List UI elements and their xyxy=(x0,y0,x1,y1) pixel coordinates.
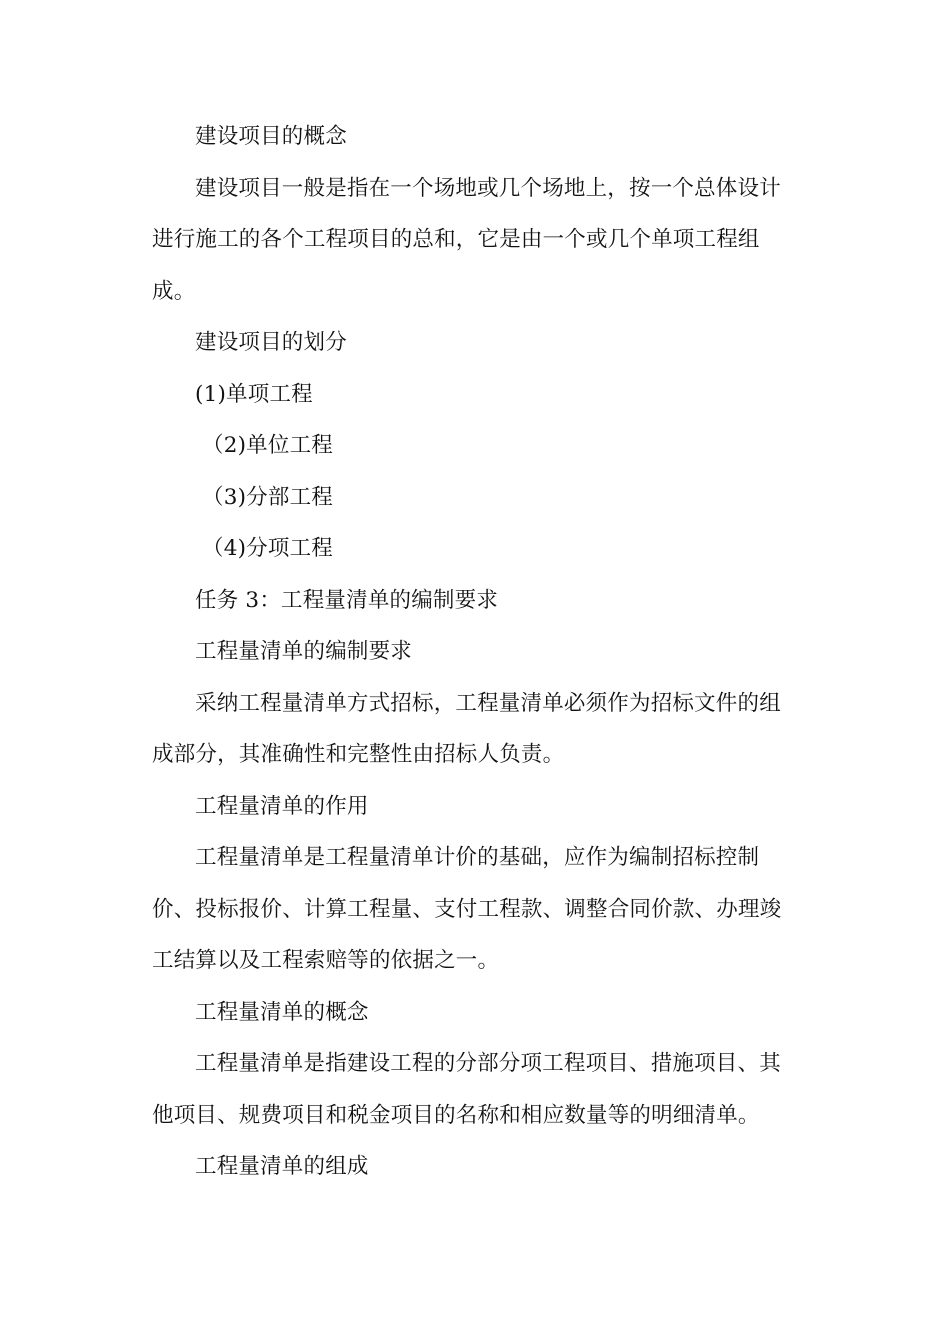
section-heading: 工程量清单的作用 xyxy=(195,793,369,819)
section-heading: 建设项目的概念 xyxy=(195,124,347,149)
section-heading: 建设项目的划分 xyxy=(195,330,347,355)
body-paragraph: 工程量清单是工程量清单计价的基础，应作为编制招标控制价、投标报价、计算工程量、支付工程款、调整合同价款、办理竣工结算以及工程索赔等的依据之一。 xyxy=(152,845,782,973)
list-item: （3)分部工程 xyxy=(202,484,333,510)
section-heading: 工程量清单的组成 xyxy=(195,1154,369,1179)
list-item: （4)分项工程 xyxy=(202,536,333,561)
body-paragraph: 工程量清单是指建设工程的分部分项工程项目、措施项目、其他项目、规费项目和税金项目的名称和相应数量等的明细清单。 xyxy=(152,1051,781,1128)
list-item: （2)单位工程 xyxy=(202,433,333,458)
list-item: (1)单项工程 xyxy=(195,381,313,407)
body-paragraph: 采纳工程量清单方式招标，工程量清单必须作为招标文件的组成部分，其准确性和完整性由招标人负责。 xyxy=(152,690,781,767)
body-paragraph: 建设项目一般是指在一个场地或几个场地上，按一个总体设计进行施工的各个工程项目的总和，它是由一个或几个单项工程组成。 xyxy=(152,175,781,304)
document-body xyxy=(152,111,802,1193)
section-heading: 工程量清单的概念 xyxy=(195,999,369,1025)
task-heading: 任务 3：工程量清单的编制要求 xyxy=(195,587,499,613)
section-heading: 工程量清单的编制要求 xyxy=(195,639,413,664)
